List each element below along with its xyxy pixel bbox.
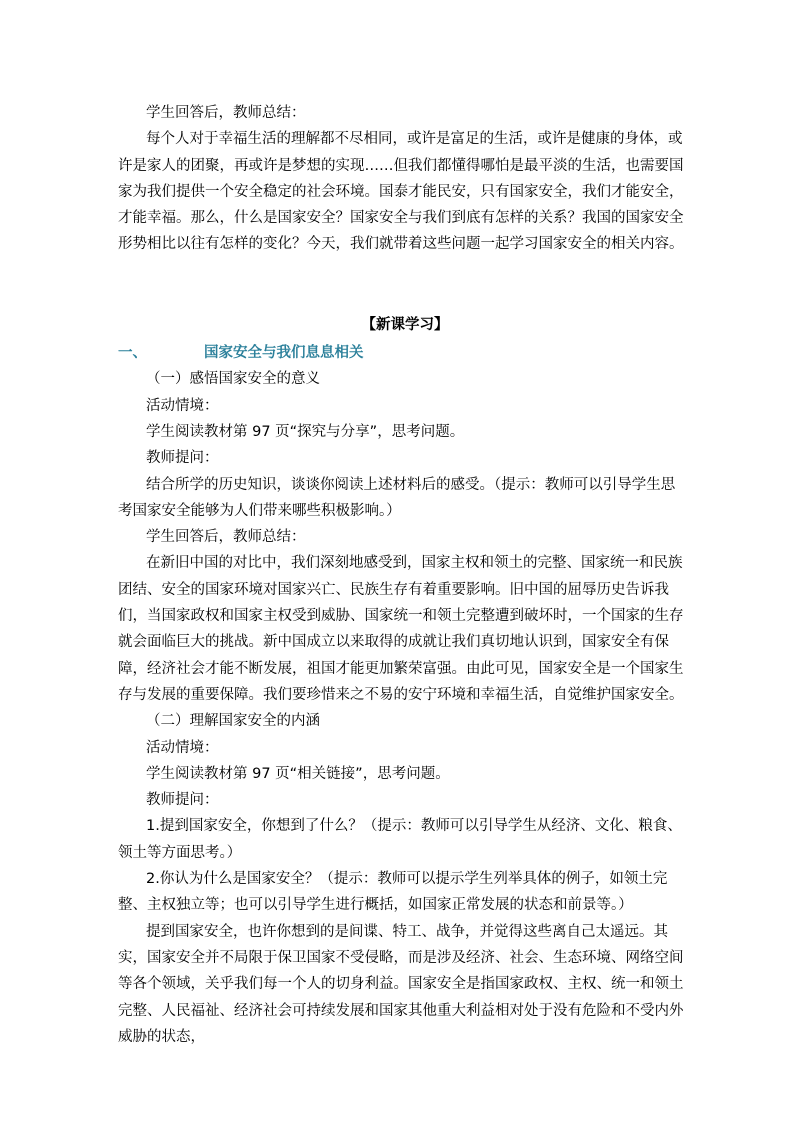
part-two-activity-text: 学生阅读教材第 97 页“相关链接”，思考问题。 [146,765,450,782]
intro-summary-label: 学生回答后，教师总结： [146,105,306,121]
part-two-question-2: 2.你认为什么是国家安全？（提示：教师可以提示学生列举具体的例子，如领土完整、主权独立等；也可以引导学生进行概括，如国家正常发展的状态和前景等。） [118,871,668,914]
part-two-question-label: 教师提问： [146,792,219,809]
part-two-explain-text: 提到国家安全，也许你想到的是间谍、特工、战争，并觉得这些离自己太遥远。其实，国家安全并不局限于保卫国家不受侵略，而是涉及经济、社会、生态环境、网络空间等各个领域，关乎我们每一个人的切身利益。国家安全是指国家政权、主权、统一和领土完整、人民福祉、经济社会可持续发展和国家其他重大利益相对处于没有危险和不受内外威胁的状态， [118,923,684,1045]
section-one-title: 国家安全与我们息息相关 [204,345,364,362]
spacer [118,258,684,312]
part-one-question-label: 教师提问： [146,450,219,467]
section-one-heading [118,340,684,366]
part-one-question-text: 结合所学的历史知识，谈谈你阅读上述材料后的感受。（提示：教师可以引导学生思考国家安全能够为人们带来哪些积极影响。） [118,476,676,519]
part-one-summary-text: 在新旧中国的对比中，我们深刻地感受到，国家主权和领土的完整、国家统一和民族团结、安全的国家环境对国家兴亡、民族生存有着重要影响。旧中国的屈辱历史告诉我们，当国家政权和国家主权受到威胁、国家统一和领土完整遭到破坏时，一个国家的生存就会面临巨大的挑战。新中国成立以来取得的成就让我们真切地认识到，国家安全有保障，经济社会才能不断发展，祖国才能更加繁荣富强。由此可见，国家安全是一个国家生存与发展的重要保障。我们要珍惜来之不易的安宁环境和幸福生活，自觉维护国家安全。 [118,555,684,703]
part-two-question-1: 1.提到国家安全，你想到了什么？（提示：教师可以引导学生从经济、文化、粮食、领土等方面思考。） [118,818,682,861]
part-one-activity-text: 学生阅读教材第 97 页“探究与分享”，思考问题。 [146,423,465,440]
intro-summary-paragraph: 每个人对于幸福生活的理解都不尽相同，或许是富足的生活，或许是健康的身体，或许是家人的团聚，再或许是梦想的实现……但我们都懂得哪怕是最平淡的生活，也需要国家为我们提供一个安全稳定的社会环境。国泰才能民安，只有国家安全，我们才能安全，才能幸福。那么，什么是国家安全？国家安全与我们到底有怎样的关系？我国的国家安全形势相比以往有怎样的变化？今天，我们就带着这些问题一起学习国家安全的相关内容。 [118,131,684,253]
new-lesson-title: 【新课学习】 [361,316,449,333]
part-one-activity-label: 活动情境： [146,397,219,414]
part-one-summary-label: 学生回答后，教师总结： [146,529,306,546]
section-one-number: 一、 [118,345,147,362]
part-two-activity-label: 活动情境： [146,739,219,756]
document-body [118,100,684,1050]
part-one-subtitle: （一）感悟国家安全的意义 [146,371,320,388]
part-two-subtitle: （二）理解国家安全的内涵 [146,713,320,730]
